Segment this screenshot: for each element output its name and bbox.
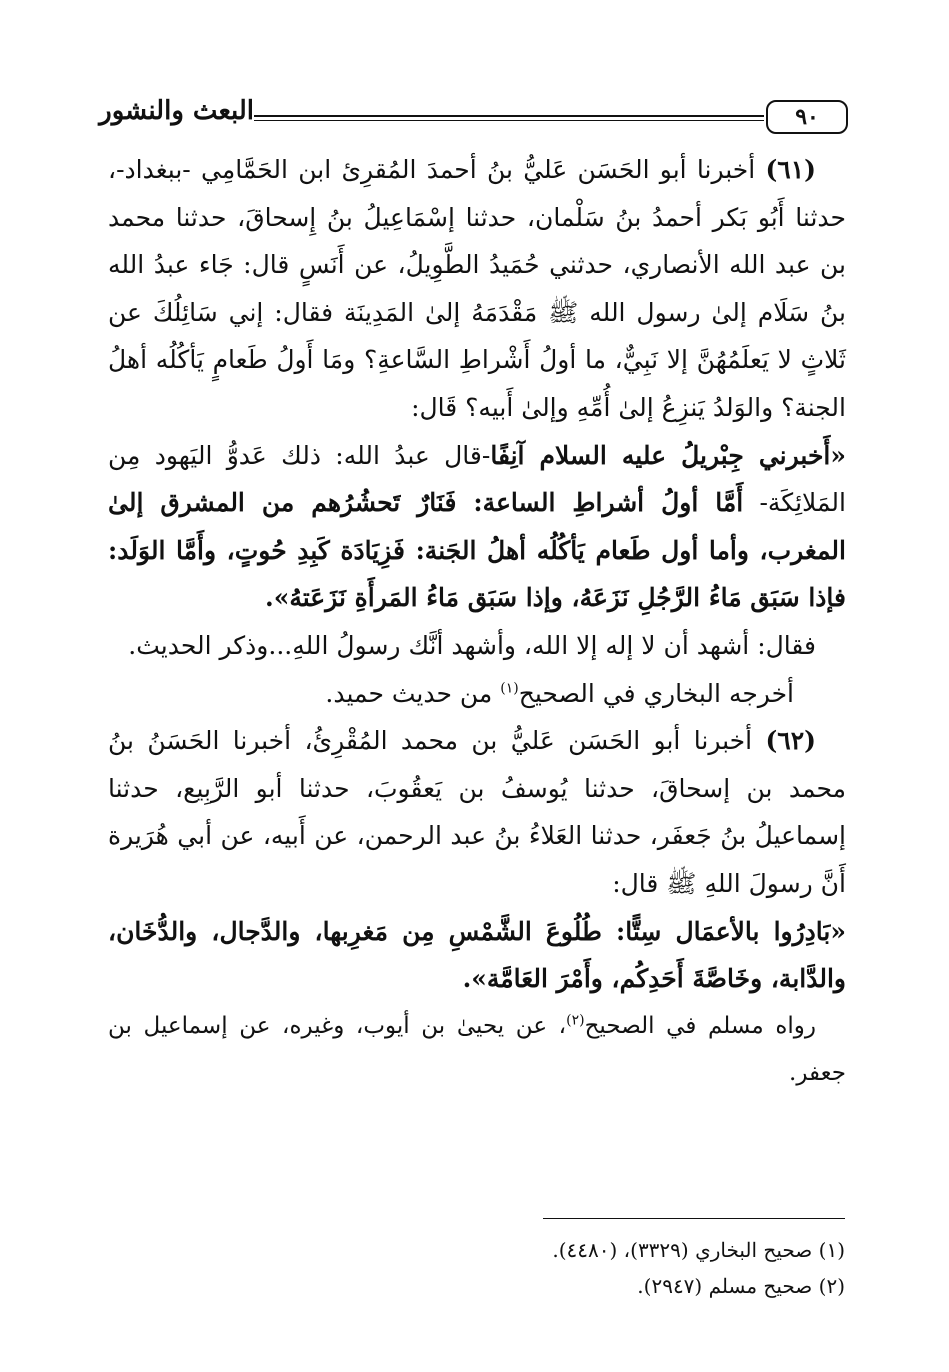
page-header xyxy=(99,94,848,140)
hadith-number: (٦٢) xyxy=(765,726,816,756)
hadith-matn-aside: -قال عبدُ الله: ذلك عَدوُّ اليَهود مِن المَلائِكَة- xyxy=(108,440,846,518)
hadith-61-shahada: فقال: أشهد أن لا إله إلا الله، وأشهد أنَّك رسولُ اللهِ...وذكر الحديث. xyxy=(128,630,816,660)
takhrij-text: رواه مسلم في الصحيح xyxy=(584,1012,816,1039)
hadith-number: (٦١) xyxy=(765,155,816,184)
hadith-62-takhrij xyxy=(108,1003,846,1098)
footnote-ref[interactable]: (١) xyxy=(500,680,519,697)
hadith-matn-bold: «أَخبرني جِبْريلُ عليه السلام آنِفًا xyxy=(490,440,847,470)
footnote-separator xyxy=(543,1218,845,1219)
footnotes xyxy=(425,1232,845,1304)
header-rule-thin xyxy=(254,120,764,121)
running-title: البعث والنشور xyxy=(99,96,254,126)
header-rule xyxy=(254,115,764,117)
hadith-61-matn xyxy=(108,432,846,622)
takhrij-text: من حديث حميد. xyxy=(325,678,501,708)
hadith-62-matn: «بَادِرُوا بالأعمَال سِتًّا: طُلُوعَ الشَّمْسِ مِن مَغرِبها، والدَّجال، والدُّخَان، والدَّابة، وخَاصَّةَ أَحَدِكُم، وأَمْرَ العَامَّة». xyxy=(108,916,846,994)
hadith-text: أخبرنا أبو الحَسَن عَليُّ بن محمد المُقْرِئُ، أخبرنا الحَسَنُ بنُ محمد بن إسحاقَ، حدثنا يُوسفُ بن يَعقُوبَ، حدثنا أبو الرَّبِيع، حدثنا إسماعيلُ بنُ جَعفَر، حدثنا العَلاءُ بنُ عبد الرحمن، عن أَبيه، عن أبي هُرَيرة أَنَّ رسولَ اللهِ ﷺ قال: xyxy=(108,726,846,898)
hadith-text: أخبرنا أبو الحَسَن عَليُّ بنُ أحمدَ المُقرِئ ابن الحَمَّامِي -ببغداد-، حدثنا أَبُو بَكر أحمدُ بنُ سَلْمان، حدثنا إسْمَاعِيلُ بنُ إِسحاقَ، حدثنا محمد بن عبد الله الأنصاري، حدثني حُمَيدُ الطَّوِيلُ، عن أَنَسٍ قال: جَاء عبدُ الله بنُ سَلَام إلىٰ رسول الله ﷺ مَقْدَمَهُ إلىٰ المَدِينَة فقال: إني سَائِلُكَ عن ثَلاثٍ لا يَعلَمُهُنَّ إلا نَبِيٌّ، ما أولُ أَشْراطِ السَّاعةِ؟ ومَا أَولُ طَعامٍ يَأكُلُه أهلُ الجنة؟ والوَلدُ يَنزِعُ إلىٰ أُمِّهِ وإلىٰ أَبيه؟ قَال: xyxy=(108,155,846,422)
footnote: (١) صحيح البخاري (٣٣٢٩)، (٤٤٨٠). xyxy=(552,1238,845,1262)
hadith-62-isnad xyxy=(108,717,846,907)
footnote: (٢) صحيح مسلم (٢٩٤٧). xyxy=(637,1274,845,1298)
page-body xyxy=(108,146,846,1098)
footnote-ref[interactable]: (٢) xyxy=(566,1012,585,1029)
hadith-61-isnad xyxy=(108,146,846,432)
page-number: ٩٠ xyxy=(766,100,848,134)
takhrij-text: أخرجه البخاري في الصحيح xyxy=(518,678,794,708)
hadith-61-takhrij xyxy=(108,670,846,718)
takhrij-text: ، عن يحيىٰ بن أيوب، وغيره، عن إسماعيل بن جعفر. xyxy=(108,1012,846,1087)
hadith-matn-bold: أَمَّا أولُ أشراطِ الساعة: فَنَارٌ تَحشُرُهم من المشرق إلىٰ المغرب، وأما أول طَعام يَأكُلُه أهلُ الجَنة: فَزِيَادَة كَبِدِ حُوتٍ، وأَمَّا الوَلَد: فإذا سَبَق مَاءُ الرَّجُلِ نَزَعَهُ، وإذا سَبَق مَاءُ المَرأَةِ نَزَعَتهُ». xyxy=(108,488,846,613)
